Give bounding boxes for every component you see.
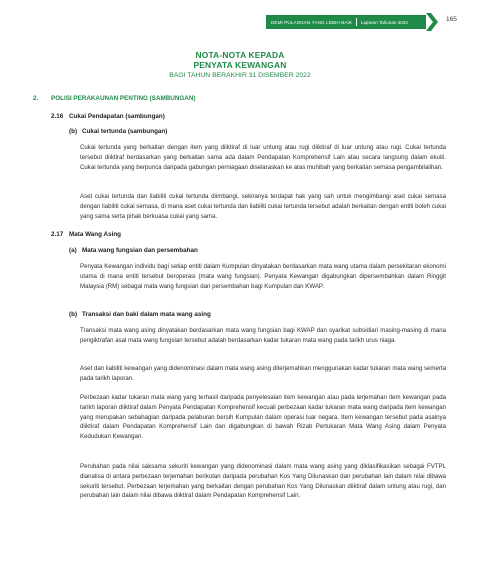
chevron-right-icon (426, 13, 438, 31)
subsection-216-number: 2.16 (51, 113, 64, 120)
page-number: 165 (446, 16, 457, 23)
item-216b-label: (b) (69, 128, 78, 135)
header-report-title: Laporan Tahunan 2022 (360, 19, 408, 25)
subsection-216-title: Cukai Pendapatan (sambungan) (69, 113, 165, 120)
item-216b-title: Cukai tertunda (sambungan) (82, 128, 168, 135)
paragraph-216b-1: Cukai tertunda yang berkaitan dengan item yang diiktiraf di luar untung atau rugi diiktiraf di luar untung atau rugi. Cukai tertunda tersebut diiktiraf berdasarkan yang berkaitan sama ada dalam Pendapatan Komprehensif Lain atau secara langsung dalam ekuiti. Cukai tertunda yang berpunca daripada gabungan perniagaan diselaraskan ke atas muhibah yang berkaitan semasa pengambilalihan. (80, 144, 446, 171)
subsection-217-number: 2.17 (51, 231, 64, 238)
paragraph-217b-3: Perbezaan kadar tukaran mata wang yang terhasil daripada penyelesaian item kewangan atau pada terjemahan item kewangan pada tarikh laporan diiktiraf dalam Penyata Pendapatan Komprehensif kecuali perbezaan kadar tukaran mata wang daripada item kewangan yang merupakan sebahagian daripada pelaburan bersih Kumpulan dalam operasi luar negara. Item kewangan tersebut pada asalnya diiktiraf dalam Pendapatan Komprehensif Lain dan digabungkan di bawah Rizab Pertukaran Mata Wang Asing dalam Penyata Kedudukan Kewangan. (80, 394, 446, 441)
header-bar (266, 15, 426, 29)
paragraph-216b-2: Aset cukai tertunda dan liabiliti cukai tertunda diimbangi, sekiranya terdapat hak yang sah untuk mengimbangi aset cukai semasa dengan liabiliti cukai semasa, di mana aset cukai tertunda dan liabiliti cukai tertunda tersebut adalah berkaitan dengan entiti boleh cukai yang sama serta pihak berkuasa cukai yang sama. (80, 193, 446, 220)
item-217a-label: (a) (69, 247, 77, 254)
paragraph-217a-1: Penyata Kewangan individu bagi setiap entiti dalam Kumpulan dinyatakan berdasarkan mata wang utama dalam persekitaran ekonomi utama di mana entiti tersebut beroperasi (mata wang fungsian). Penyata Kewangan digabungkan dipersembahkan dalam Ringgit Malaysia (RM) sebagai mata wang fungsian dan persembahan bagi Kumpulan dan KWAP. (80, 263, 446, 290)
paragraph-217b-1: Transaksi mata wang asing dinyatakan berdasarkan mata wang fungsian bagi KWAP dan syarikat subsidiari masing-masing di mana pengiktrafan asal mata wang fungsian tersebut adalah berdasarkan kadar tukaran mata wang pada tarikh urus niaga. (80, 327, 446, 344)
item-217b-title: Transaksi dan baki dalam mata wang asing (82, 311, 211, 318)
section-title: POLISI PERAKAUNAN PENTING (SAMBUNGAN) (51, 95, 196, 102)
page-title-line1: NOTA-NOTA KEPADA (195, 50, 285, 60)
section-number: 2. (33, 95, 39, 102)
page-title-line2: PENYATA KEWANGAN (193, 60, 287, 70)
subsection-217-title: Mata Wang Asing (69, 231, 122, 238)
item-217b-label: (b) (69, 311, 78, 318)
page-subtitle: BAGI TAHUN BERAKHIR 31 DISEMBER 2022 (169, 72, 311, 79)
page-title-block (0, 50, 480, 80)
header-divider (356, 18, 357, 26)
paragraph-217b-2: Aset dan liabiliti kewangan yang didenominasi dalam mata wang asing diterjemahkan menggunakan kadar tukaran mata wang semerta pada tarikh laporan. (80, 365, 446, 382)
paragraph-217b-4: Perubahan pada nilai saksama sekuriti kewangan yang didenominasi dalam mata wang asing yang diklasifikasikan sebagai FVTPL dianalisa di antara perbezaan terjemahan berikutan daripada perubahan Kos Yang Dilunaskan dan perubahan lain dalam nilai dibawa sekuriti tersebut. Perbezaan terjemahan yang berkaitan dengan perubahan Kos Yang Dilunaskan diiktiraf dalam untung atau rugi, dan perubahan lain dalam nilai dibawa diiktiraf dalam Pendapatan Komprehensif Lain. (80, 463, 446, 500)
item-217a-title: Mata wang fungsian dan persembahan (82, 247, 198, 254)
header-motto: DEMI PULANGAN YANG LEBIH BAIK (271, 19, 353, 25)
